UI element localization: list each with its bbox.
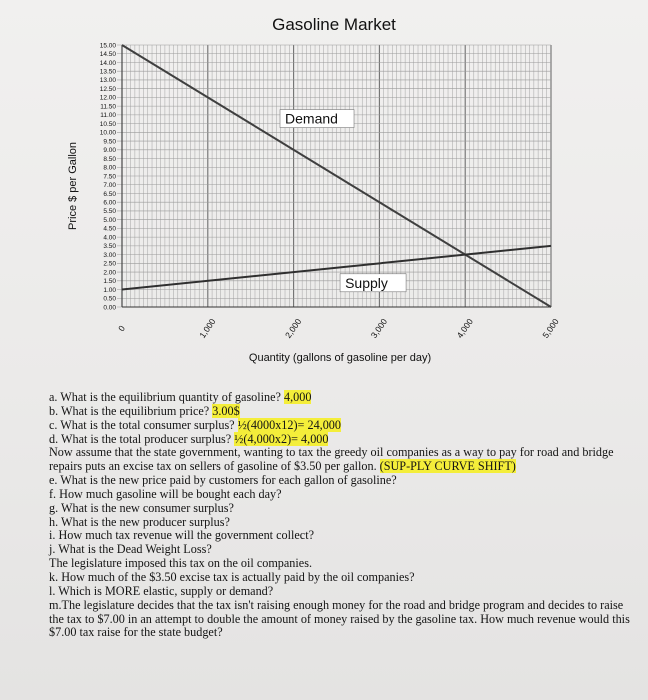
y-tick-labels [100,42,117,311]
y-tick-label: 0.50 [103,295,116,303]
y-tick-label: 14.00 [99,59,116,67]
y-tick-label: 2.00 [103,269,116,277]
y-tick-label: 4.00 [103,234,116,242]
y-tick-label: 7.00 [103,182,116,190]
tax-paragraph: Now assume that the state government, wanting to tax the greedy oil companies as a way to pay for road and bridge repairs puts an excise tax on sellers of gasoline of $3.50 per gallon. (SUP-PLY CURVE SHIFT) [49,445,614,474]
y-tick-label: 11.00 [100,112,116,120]
x-tick-label: 3,000 [368,316,390,340]
answer-c: ½(4000x12)= 24,000 [237,417,341,432]
answer-b: 3.00$ [212,403,240,418]
y-tick-label: 3.50 [103,243,116,251]
x-tick-label: 5,000 [540,316,561,340]
answer-d: ½(4,000x2)= 4,000 [234,431,329,446]
y-tick-label: 11.50 [100,103,116,111]
y-tick-label: 13.00 [99,77,116,85]
y-tick-label: 9.50 [103,138,116,146]
curve-label-demand: Demand [285,110,338,127]
y-tick-label: 14.50 [99,51,116,59]
y-tick-label: 10.00 [99,129,116,137]
question-l: l. Which is MORE elastic, supply or demand? [49,583,274,598]
y-tick-label: 5.00 [103,216,116,224]
question-c: c. What is the total consumer surplus? ½(4000x12)= 24,000 [49,417,341,432]
y-tick-label: 6.00 [103,199,116,207]
y-tick-label: 2.50 [103,260,116,268]
y-tick-label: 1.50 [103,278,116,286]
y-tick-label: 4.50 [103,225,116,233]
question-h: h. What is the new producer surplus? [49,514,230,529]
x-tick-label: 0 [116,323,127,334]
answer-a: 4,000 [284,390,312,404]
question-e: e. What is the new price paid by customers for each gallon of gasoline? [49,473,397,488]
x-tick-label: 1,000 [197,316,218,340]
chart-title: Gasoline Market [272,15,396,34]
y-tick-label: 8.50 [103,155,116,163]
y-tick-label: 6.50 [103,190,116,198]
y-tick-label: 9.00 [103,147,116,155]
y-tick-label: 7.50 [103,173,116,181]
y-axis-label: Price $ per Gallon [67,141,79,230]
x-tick-label: 4,000 [454,316,475,340]
question-d: d. What is the total producer surplus? ½(4,000x2)= 4,000 [49,431,329,446]
curve-label-supply: Supply [345,274,388,291]
y-tick-label: 13.50 [99,68,116,76]
question-g: g. What is the new consumer surplus? [49,500,234,515]
question-k: k. How much of the $3.50 excise tax is actually paid by the oil companies? [49,569,415,584]
question-i: i. How much tax revenue will the government collect? [49,528,314,543]
y-tick-label: 12.50 [99,85,116,93]
tax-answer: (SUP-PLY CURVE SHIFT) [379,459,516,474]
y-tick-label: 8.00 [103,164,116,172]
y-tick-label: 1.00 [103,286,116,294]
y-tick-label: 3.00 [103,251,116,259]
y-tick-label: 0.00 [103,304,116,312]
x-tick-labels [116,316,561,339]
question-m: m.The legislature decides that the tax isn't raising enough money for the road and bridge program and decides to raise the tax to $7.00 in an attempt to double the amount of money raised by the gasoline tax. How much revenue would this $7.00 tax raise for the state budget? [49,597,630,640]
question-a: a. What is the equilibrium quantity of gasoline? 4,000 [49,390,312,404]
x-tick-label: 2,000 [282,316,304,340]
questions-block [49,391,631,640]
y-tick-label: 10.50 [99,120,116,128]
question-b: b. What is the equilibrium price? 3.00$ [49,403,240,418]
question-f: f. How much gasoline will be bought each day? [49,486,282,501]
y-tick-label: 12.00 [99,94,116,102]
question-j: j. What is the Dead Weight Loss? [49,542,212,557]
y-tick-label: 15.00 [99,42,116,50]
y-tick-label: 5.50 [103,208,116,216]
x-axis-label: Quantity (gallons of gasoline per day) [248,352,432,364]
imposed-note: The legislature imposed this tax on the oil companies. [49,556,312,571]
